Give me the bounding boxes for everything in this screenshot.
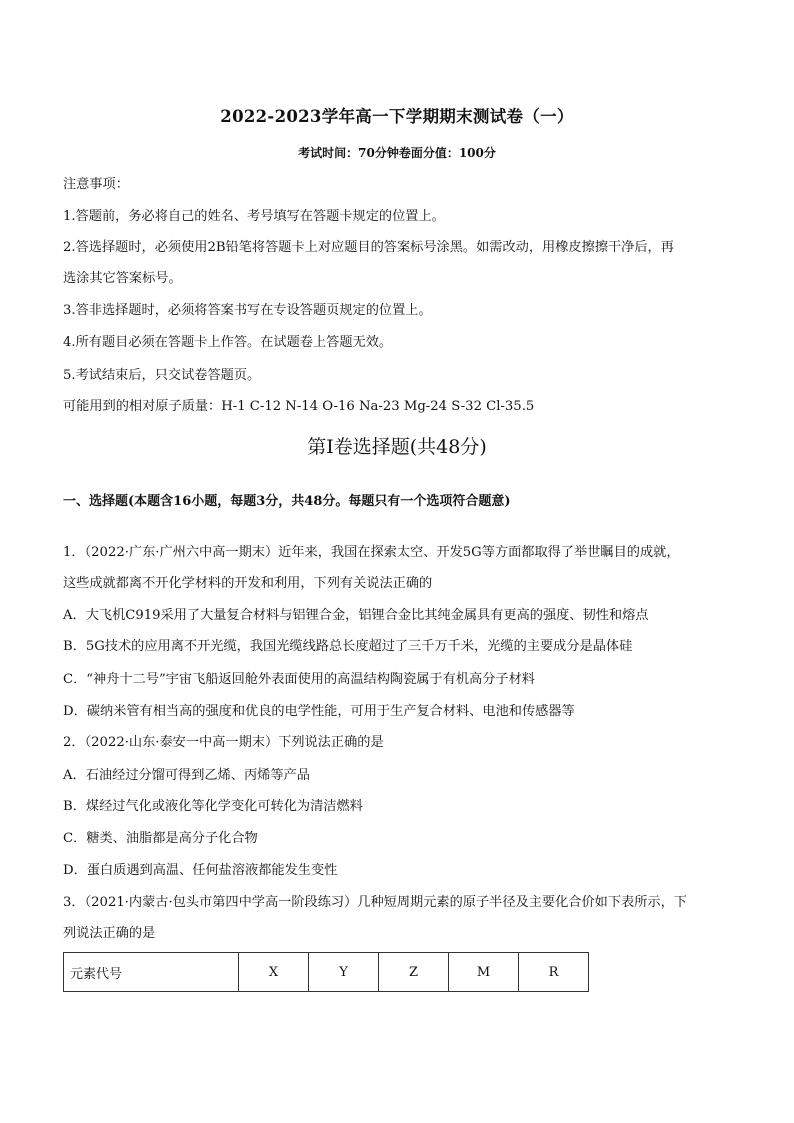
table-header-cell: 元素代号: [64, 953, 239, 992]
question-option: A．大飞机C919采用了大量复合材料与铝锂合金，铝锂合金比其纯金属具有更高的强度、韧性和熔点: [63, 608, 649, 623]
note-item: 3.答非选择题时，必须将答案书写在专设答题页规定的位置上。: [63, 303, 432, 318]
note-item: 1.答题前，务必将自己的姓名、考号填写在答题卡规定的位置上。: [63, 209, 445, 224]
note-item: 4.所有题目必须在答题卡上作答。在试题卷上答题无效。: [63, 335, 393, 350]
exam-subtitle: 考试时间：70分钟卷面分值：100分: [298, 146, 496, 160]
table-row: [64, 953, 589, 992]
question-option: B．5G技术的应用离不开光缆，我国光缆线路总长度超过了三千万千米，光缆的主要成分是晶体硅: [63, 639, 633, 654]
note-item: 选涂其它答案标号。: [63, 271, 182, 286]
question-option: C．“神舟十二号”宇宙飞船返回舱外表面使用的高温结构陶瓷属于有机高分子材料: [63, 672, 535, 687]
note-item: 2.答选择题时，必须使用2B铅笔将答题卡上对应题目的答案标号涂黑。如需改动，用橡皮擦擦干净后，再: [63, 240, 674, 255]
element-code-cell: R: [519, 953, 589, 992]
question-stem: 列说法正确的是: [63, 926, 156, 941]
question-stem: 1．（2022·广东·广州六中高一期末）近年来，我国在探索太空、开发5G等方面都取得了举世瞩目的成就，: [63, 545, 680, 560]
question-option: D．蛋白质遇到高温、任何盐溶液都能发生变性: [63, 863, 338, 878]
question-option: B．煤经过气化或液化等化学变化可转化为清洁燃料: [63, 799, 363, 814]
question-stem: 这些成就都离不开化学材料的开发和利用，下列有关说法正确的: [63, 576, 433, 591]
element-code-cell: Y: [309, 953, 379, 992]
element-code-cell: X: [239, 953, 309, 992]
question-stem: 3．（2021·内蒙古·包头市第四中学高一阶段练习）几种短周期元素的原子半径及主要化合价如下表所示，下: [63, 895, 687, 910]
question-stem: 2．（2022·山东·泰安一中高一期末）下列说法正确的是: [63, 735, 384, 750]
question-option: C．糖类、油脂都是高分子化合物: [63, 831, 258, 846]
question-option: A．石油经过分馏可得到乙烯、丙烯等产品: [63, 768, 310, 783]
element-code-cell: Z: [379, 953, 449, 992]
element-code-cell: M: [449, 953, 519, 992]
note-item: 5.考试结束后，只交试卷答题页。: [63, 368, 261, 383]
exam-title: 2022-2023学年高一下学期期末测试卷（一）: [220, 107, 574, 126]
section-title: 第Ⅰ卷选择题(共48分): [307, 436, 487, 458]
question-option: D．碳纳米管有相当高的强度和优良的电学性能，可用于生产复合材料、电池和传感器等: [63, 704, 575, 719]
notes-heading: 注意事项：: [63, 177, 129, 192]
atomic-masses: 可能用到的相对原子质量：H-1 C-12 N-14 O-16 Na-23 Mg-24 S-32 Cl-35.5: [63, 399, 535, 414]
section-intro: 一、选择题(本题含16小题，每题3分，共48分。每题只有一个选项符合题意): [63, 494, 511, 509]
element-table: [63, 952, 589, 992]
